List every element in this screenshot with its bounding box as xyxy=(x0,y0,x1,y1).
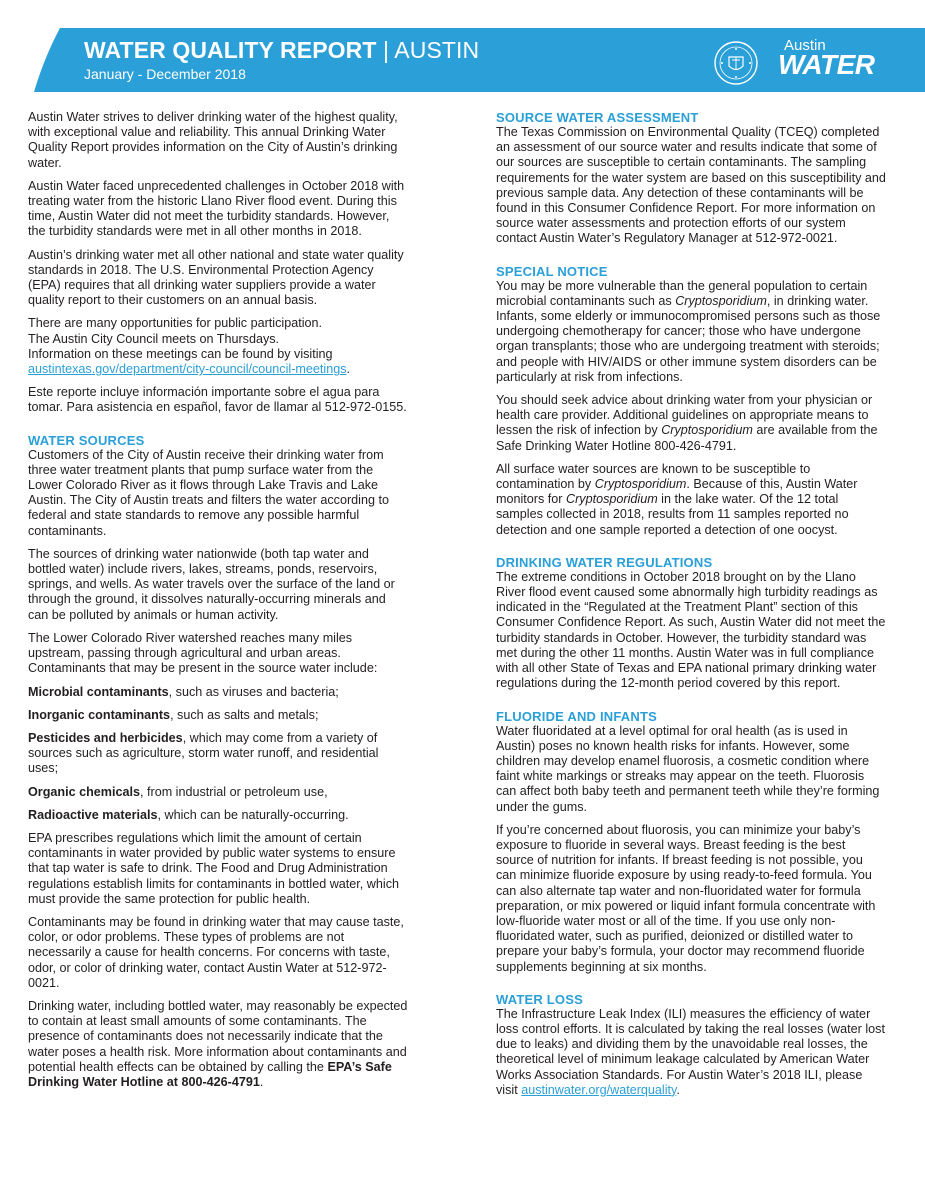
contaminant-microbial: Microbial contaminants, such as viruses and bacteria; xyxy=(28,684,339,699)
intro-paragraph-3: Austin’s drinking water met all other national and state water quality standards in 2018. The U.S. Environmental Protection Agency (EPA) requires that all drinking water suppliers provide a water quality report to their customers on an annual basis. xyxy=(28,247,404,308)
public-participation-paragraph: There are many opportunities for public participation. The Austin City Council meets on Thursdays. Information on these meetings can be found by visiting austintexas.gov/department/city-council/council-meetings. xyxy=(28,316,350,377)
city-seal-icon xyxy=(713,40,759,86)
left-column xyxy=(28,110,408,1098)
intro-paragraph-1: Austin Water strives to deliver drinking water of the highest quality, with exceptional value and reliability. This annual Drinking Water Quality Report provides information on the City of Austin’s drinking water. xyxy=(28,110,398,170)
contaminant-organic: Organic chemicals, from industrial or petroleum use, xyxy=(28,784,328,799)
special-notice-paragraph-1: You may be more vulnerable than the general population to certain microbial contaminants such as Cryptosporidium, in drinking water. Infants, some elderly or immunocompromised persons such as those undergoing chemotherapy for cancer; those who have undergone organ transplants; those who are undergoing treatment with steroids; and people with HIV/AIDS or other immune system disorders can be particularly at risk from infections. xyxy=(496,278,881,384)
water-sources-paragraph-6: Drinking water, including bottled water, may reasonably be expected to contain at least small amounts of some contaminants. The presence of contaminants does not necessarily indicate that the water poses a health risk. More information about contaminants and potential health effects can be obtained by calling the EPA’s Safe Drinking Water Hotline at 800-426-4791. xyxy=(28,998,408,1089)
water-quality-link[interactable]: austinwater.org/waterquality xyxy=(521,1082,677,1097)
logo-austin-text: Austin xyxy=(784,37,826,54)
contaminant-inorganic: Inorganic contaminants, such as salts and metals; xyxy=(28,707,319,722)
water-sources-paragraph-1: Customers of the City of Austin receive their drinking water from three water treatment plants that pump surface water from the Lower Colorado River as it flows through Lake Travis and Lake Austin. The City of Austin treats and filters the water according to federal and state standards to remove any possible harmful contaminants. xyxy=(28,447,389,538)
fluoride-paragraph-1: Water fluoridated at a level optimal for oral health (as is used in Austin) poses no known health risks for infants. However, some children may develop enamel fluorosis, a cosmetic condition where faint white markings or streaks may appear on the teeth. Fluorosis can affect both baby teeth and permanent teeth while they’re forming under the gums. xyxy=(496,723,880,814)
report-date-range: January - December 2018 xyxy=(84,66,246,82)
source-water-assessment-paragraph: The Texas Commission on Environmental Quality (TCEQ) completed an assessment of our source water and results indicate that some of our sources are susceptible to certain contaminants. The sampling requirements for the water system are based on this susceptibility and previous sample data. Any detection of these contaminants will be found in this Consumer Confidence Report. For more information on source water assessments and protection efforts of our system contact Austin Water’s Regulatory Manager at 512-972-0021. xyxy=(496,125,886,246)
spanish-notice-paragraph: Este reporte incluye información importante sobre el agua para tomar. Para asistencia en español, favor de llamar al 512-972-0155. xyxy=(28,385,407,415)
report-header xyxy=(0,0,925,100)
logo-water-text: WATER xyxy=(778,49,875,80)
special-notice-paragraph-2: You should seek advice about drinking water from your physician or health care provider. Additional guidelines on appropriate means to lessen the risk of infection by Cryptosporidium are available from the Safe Drinking Water Hotline 800-426-4791. xyxy=(496,393,878,453)
water-sources-paragraph-5: Contaminants may be found in drinking water that may cause taste, color, or odor problems. These types of problems are not necessarily a cause for health concerns. For concerns with taste, odor, or color of drinking water, contact Austin Water at 512-972-0021. xyxy=(28,914,404,990)
right-column xyxy=(496,110,886,1106)
water-loss-paragraph: The Infrastructure Leak Index (ILI) measures the efficiency of water loss control efforts. It is calculated by taking the real losses (water lost due to leaks) and dividing them by the unavoidable real losses, the theoretical level of minimum leakage calculated by American Water Works Association Standards. For Austin Water’s 2018 ILI, please visit austinwater.org/waterquality. xyxy=(496,1006,885,1097)
source-water-assessment-heading: SOURCE WATER ASSESSMENT xyxy=(496,110,699,125)
drinking-water-regulations-paragraph: The extreme conditions in October 2018 brought on by the Llano River flood event caused some abnormally high turbidity readings as indicated in the “Regulated at the Treatment Plant” section of this Consumer Confidence Report. As such, Austin Water did not meet the turbidity standards in October. However, the turbidity standard was met during the other 11 months. Austin Water was in full compliance with all other State of Texas and EPA national primary drinking water regulations during the 12-month period covered by this report. xyxy=(496,569,886,691)
water-sources-paragraph-4: EPA prescribes regulations which limit the amount of certain contaminants in water provided by public water systems to ensure that tap water is safe to drink. The Food and Drug Administration regulations establish limits for contaminants in bottled water, which must provide the same protection for public health. xyxy=(28,830,399,906)
council-meetings-link[interactable]: austintexas.gov/department/city-council/council-meetings xyxy=(28,362,347,377)
drinking-water-regulations-heading: DRINKING WATER REGULATIONS xyxy=(496,554,713,570)
special-notice-paragraph-3: All surface water sources are known to be susceptible to contamination by Cryptosporidium. Because of this, Austin Water monitors for Cryptosporidium in the lake water. Of the 12 total samples collected in 2018, results from 11 samples reported no detection and one sample reported a detection of one oocyst. xyxy=(496,461,858,537)
contaminant-pesticides: Pesticides and herbicides, which may come from a variety of sources such as agriculture, storm water runoff, and residential uses; xyxy=(28,730,379,776)
contaminant-radioactive: Radioactive materials, which can be naturally-occurring. xyxy=(28,807,349,822)
intro-paragraph-2: Austin Water faced unprecedented challenges in October 2018 with treating water from the historic Llano River flood event. During this time, Austin Water did not meet the turbidity standards. However, the turbidity standards were met in all other months in 2018. xyxy=(28,178,405,239)
report-title: WATER QUALITY REPORT | AUSTIN xyxy=(84,37,480,63)
water-sources-paragraph-3: The Lower Colorado River watershed reaches many miles upstream, passing through agricultural and urban areas. Contaminants that may be present in the source water include: xyxy=(28,630,378,676)
water-sources-paragraph-2: The sources of drinking water nationwide (both tap water and bottled water) include rivers, lakes, streams, ponds, reservoirs, springs, and wells. As water travels over the surface of the land or through the ground, it dissolves naturally-occurring minerals and can be polluted by animals or human activity. xyxy=(28,546,395,622)
special-notice-heading: SPECIAL NOTICE xyxy=(496,263,608,279)
fluoride-and-infants-heading: FLUORIDE AND INFANTS xyxy=(496,708,657,724)
water-sources-heading: WATER SOURCES xyxy=(28,432,145,448)
water-loss-heading: WATER LOSS xyxy=(496,991,583,1007)
fluoride-paragraph-2: If you’re concerned about fluorosis, you can minimize your baby’s exposure to fluoride in several ways. Breast feeding is the best source of nutrition for infants. If breast feeding is not possible, you can minimize fluoride exposure by using ready-to-feed formula. You can also alternate tap water and non-fluoridated water for formula preparation, or mix powered or liquid infant formula concentrate with low-fluoride water most or all of the time. If you use only non-fluoridated water, such as purified, deionized or distilled water to prepare your baby’s formula, your doctor may recommend fluoride supplements beginning at six months. xyxy=(496,822,876,974)
